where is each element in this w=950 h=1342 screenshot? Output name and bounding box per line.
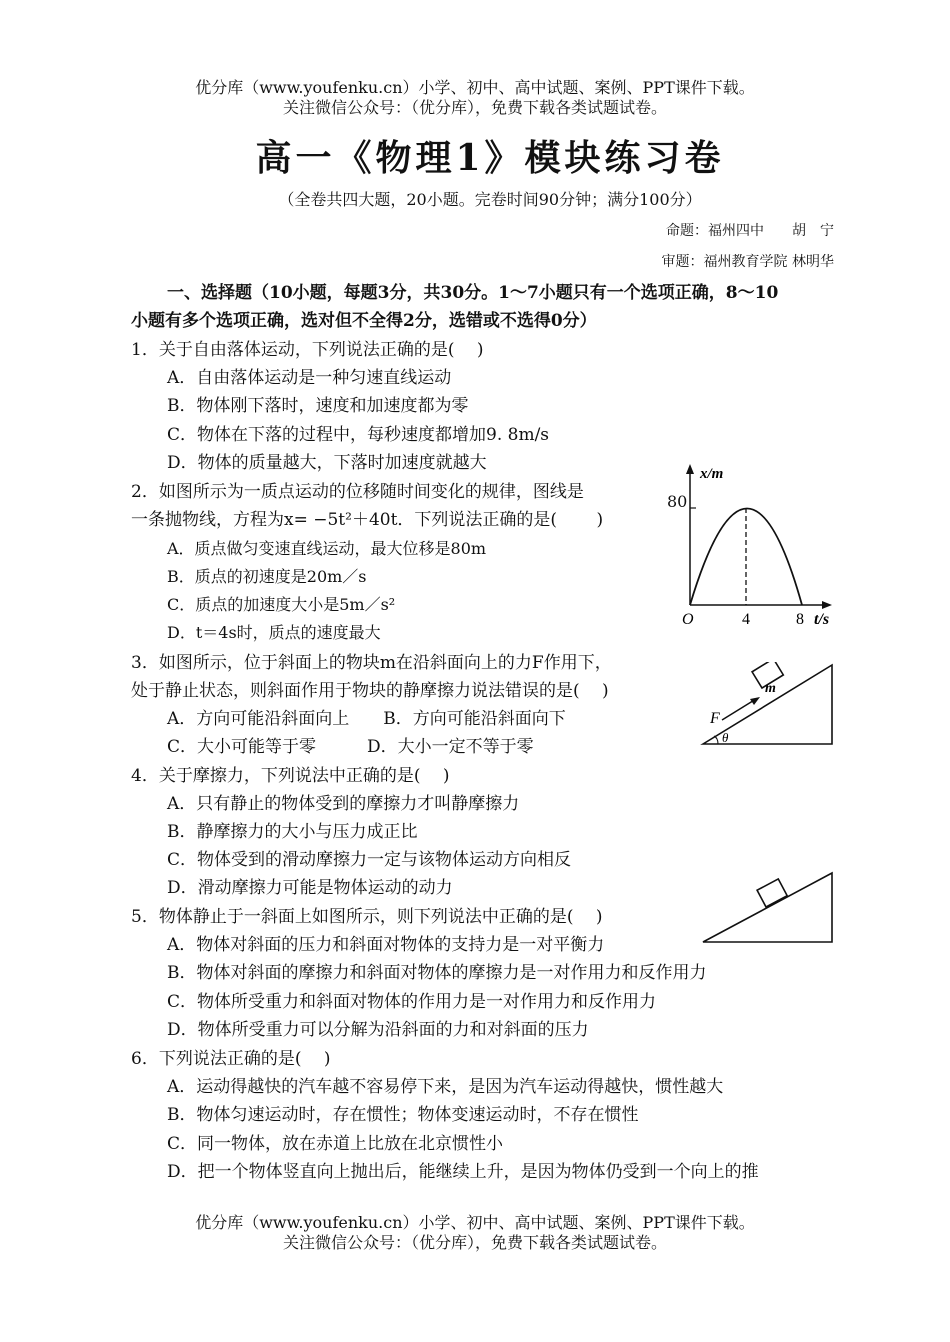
section-heading-line-1: 一、选择题（10小题，每题3分，共30分。1～7小题只有一个选项正确，8～10: [167, 283, 779, 303]
question-2-option-c: C．质点的加速度大小是5m／s²: [167, 595, 396, 614]
question-3-options-row-2: C．大小可能等于零 D．大小一定不等于零: [167, 737, 534, 757]
question-5-option-d: D．物体所受重力可以分解为沿斜面的力和对斜面的压力: [167, 1020, 589, 1040]
question-6-option-c: C．同一物体，放在赤道上比放在北京惯性小: [167, 1134, 504, 1154]
question-1-option-c: C．物体在下落的过程中，每秒速度都增加9. 8m/s: [167, 425, 550, 445]
question-5-option-c: C．物体所受重力和斜面对物体的作用力是一对作用力和反作用力: [167, 992, 657, 1012]
author-line: 命题：福州四中 胡 宁: [666, 223, 834, 239]
question-1-option-a: A．自由落体运动是一种匀速直线运动: [167, 368, 452, 388]
question-2-option-d: D．t＝4s时，质点的速度最大: [167, 623, 381, 642]
force-label: F: [710, 710, 720, 727]
x-tick-4: 4: [742, 611, 750, 628]
incline-force-figure: [700, 662, 840, 748]
reviewer-line: 审题：福州教育学院 林明华: [661, 254, 834, 270]
question-1-option-d: D．物体的质量越大，下落时加速度就越大: [167, 453, 487, 473]
force-arrow-line: [722, 699, 756, 720]
header-line-2: 关注微信公众号：（优分库），免费下载各类试题试卷。: [282, 98, 667, 117]
origin-label: O: [682, 611, 694, 628]
angle-label: θ: [722, 730, 729, 745]
y-axis-label: x/m: [700, 466, 724, 482]
block-on-incline-figure: [700, 870, 840, 946]
question-3-options-row-1: A．方向可能沿斜面向上 B．方向可能沿斜面向下: [167, 709, 566, 729]
question-2-stem-line-2: 一条抛物线，方程为x= −5t²＋40t．下列说法正确的是( ): [131, 510, 604, 530]
question-3-stem-line-2: 处于静止状态，则斜面作用于物块的静摩擦力说法错误的是( ): [131, 681, 609, 701]
question-3-stem-line-1: 3．如图所示，位于斜面上的物块m在沿斜面向上的力F作用下，: [131, 653, 612, 673]
x-tick-8: 8: [796, 611, 804, 628]
page-title: 高一《物理1》模块练习卷: [255, 137, 725, 179]
question-1-option-b: B．物体刚下落时，速度和加速度都为零: [167, 396, 469, 416]
force-arrowhead: [750, 697, 760, 705]
question-5-option-a: A．物体对斜面的压力和斜面对物体的支持力是一对平衡力: [167, 935, 605, 955]
question-4-option-d: D．滑动摩擦力可能是物体运动的动力: [167, 878, 453, 898]
header-line-1: 优分库（www.youfenku.cn）小学、初中、高中试题、案例、PPT课件下载。: [195, 78, 755, 97]
y-tick-80-label: 80: [667, 492, 688, 511]
block: [757, 879, 787, 907]
block-label: m: [765, 681, 776, 696]
question-5-option-b: B．物体对斜面的摩擦力和斜面对物体的摩擦力是一对作用力和反作用力: [167, 963, 707, 983]
x-axis-arrow: [822, 601, 832, 609]
question-2-option-b: B．质点的初速度是20m／s: [167, 567, 367, 586]
question-5-stem: 5．物体静止于一斜面上如图所示，则下列说法中正确的是( ): [131, 907, 603, 927]
exam-info: （全卷共四大题，20小题。完卷时间90分钟；满分100分）: [278, 190, 702, 209]
question-4-option-b: B．静摩擦力的大小与压力成正比: [167, 822, 418, 842]
question-4-option-a: A．只有静止的物体受到的摩擦力才叫静摩擦力: [167, 794, 520, 814]
footer-line-2: 关注微信公众号：（优分库），免费下载各类试题试卷。: [282, 1233, 667, 1252]
question-1-stem: 1．关于自由落体运动，下列说法正确的是( ): [131, 340, 484, 360]
question-4-stem: 4．关于摩擦力，下列说法中正确的是( ): [131, 766, 450, 786]
question-6-option-b: B．物体匀速运动时，存在惯性；物体变速运动时，不存在惯性: [167, 1105, 639, 1125]
question-6-option-a: A．运动得越快的汽车越不容易停下来，是因为汽车运动得越快，惯性越大: [167, 1077, 724, 1097]
position-time-graph: [676, 462, 846, 632]
question-2-option-a: A．质点做匀变速直线运动，最大位移是80m: [167, 539, 487, 558]
x-axis-label: t/s: [814, 611, 830, 628]
question-6-stem: 6．下列说法正确的是( ): [131, 1049, 331, 1069]
incline: [703, 873, 832, 942]
question-4-option-c: C．物体受到的滑动摩擦力一定与该物体运动方向相反: [167, 850, 572, 870]
question-2-stem-line-1: 2．如图所示为一质点运动的位移随时间变化的规律，图线是: [131, 482, 584, 502]
y-axis-arrow: [686, 464, 694, 474]
footer-line-1: 优分库（www.youfenku.cn）小学、初中、高中试题、案例、PPT课件下载。: [195, 1213, 755, 1232]
question-6-option-d: D．把一个物体竖直向上抛出后，能继续上升，是因为物体仍受到一个向上的推: [167, 1162, 759, 1182]
section-heading-line-2: 小题有多个选项正确，选对但不全得2分，选错或不选得0分）: [131, 311, 597, 331]
